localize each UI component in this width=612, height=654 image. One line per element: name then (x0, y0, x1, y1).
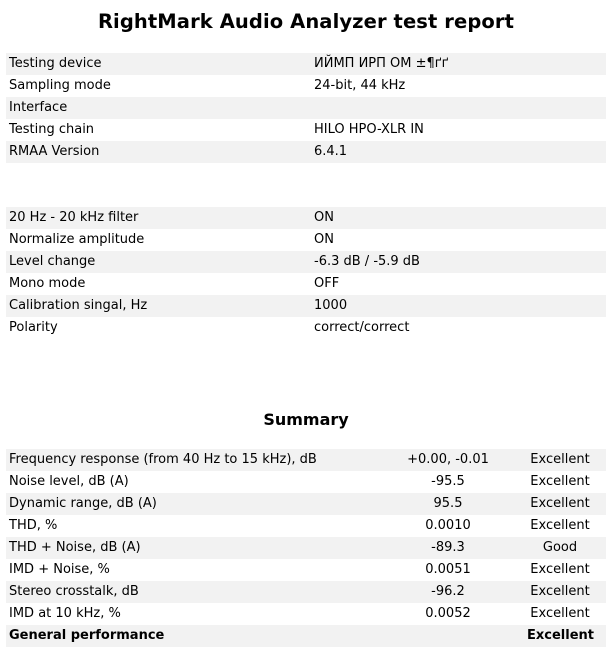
row-value: ИЙМП ИРП ОМ ±¶ґґ (314, 56, 449, 71)
settings-row-normalize (6, 229, 606, 251)
summary-value: -95.5 (431, 474, 465, 489)
summary-row-thd-noise (6, 537, 606, 559)
settings-row-filter (6, 207, 606, 229)
summary-value: 0.0051 (425, 562, 471, 577)
report-title: RightMark Audio Analyzer test report (97, 10, 515, 33)
general-performance-label: General performance (9, 628, 165, 643)
summary-row-noise-level (6, 471, 606, 493)
summary-row-general-performance (6, 625, 606, 647)
summary-rating: Excellent (530, 562, 590, 577)
device-row-sampling-mode (6, 75, 606, 97)
summary-rating: Good (542, 540, 578, 555)
row-value: ON (314, 232, 334, 247)
row-label: Testing device (9, 56, 102, 71)
settings-row-level-change (6, 251, 606, 273)
summary-rating: Excellent (530, 606, 590, 621)
device-row-testing-chain (6, 119, 606, 141)
device-row-interface (6, 97, 606, 119)
summary-value: 0.0010 (425, 518, 471, 533)
summary-value: 95.5 (433, 496, 463, 511)
summary-rating: Excellent (530, 496, 590, 511)
row-value: -6.3 dB / -5.9 dB (314, 254, 420, 269)
summary-row-thd (6, 515, 606, 537)
row-label: Polarity (9, 320, 58, 335)
summary-rating: Excellent (530, 518, 590, 533)
summary-rating: Excellent (530, 474, 590, 489)
summary-label: Frequency response (from 40 Hz to 15 kHz), dB (9, 452, 317, 467)
summary-label: Dynamic range, dB (A) (9, 496, 157, 511)
summary-label: Noise level, dB (A) (9, 474, 129, 489)
device-row-testing-device (6, 53, 606, 75)
settings-row-polarity (6, 317, 606, 339)
device-info-table (6, 53, 606, 163)
summary-value: -96.2 (431, 584, 465, 599)
row-label: Interface (9, 100, 68, 115)
device-row-rmaa-version (6, 141, 606, 163)
row-value: OFF (314, 276, 340, 291)
summary-row-imd-10khz (6, 603, 606, 625)
row-label: Calibration singal, Hz (9, 298, 148, 313)
summary-label: Stereo crosstalk, dB (9, 584, 139, 599)
row-label: Testing chain (9, 122, 95, 137)
summary-row-frequency-response (6, 449, 606, 471)
row-value: 24-bit, 44 kHz (314, 78, 406, 93)
row-value: HILO HPO-XLR IN (314, 122, 424, 137)
row-label: 20 Hz - 20 kHz filter (9, 210, 139, 225)
summary-rating: Excellent (530, 584, 590, 599)
row-label: Mono mode (9, 276, 86, 291)
row-label: Normalize amplitude (9, 232, 145, 247)
settings-row-calibration (6, 295, 606, 317)
row-value: ON (314, 210, 334, 225)
settings-row-mono-mode (6, 273, 606, 295)
settings-table (6, 207, 606, 339)
summary-row-stereo-crosstalk (6, 581, 606, 603)
summary-row-imd-noise (6, 559, 606, 581)
row-label: RMAA Version (9, 144, 100, 159)
summary-label: IMD + Noise, % (9, 562, 110, 577)
row-value: 1000 (314, 298, 348, 313)
summary-row-dynamic-range (6, 493, 606, 515)
row-value: correct/correct (314, 320, 410, 335)
summary-label: IMD at 10 kHz, % (9, 606, 121, 621)
row-label: Level change (9, 254, 96, 269)
row-label: Sampling mode (9, 78, 111, 93)
summary-value: 0.0052 (425, 606, 471, 621)
summary-value: -89.3 (431, 540, 465, 555)
summary-table (6, 449, 606, 647)
summary-heading: Summary (263, 410, 349, 429)
general-performance-rating: Excellent (527, 628, 594, 643)
summary-rating: Excellent (530, 452, 590, 467)
summary-label: THD + Noise, dB (A) (9, 540, 141, 555)
row-value: 6.4.1 (314, 144, 348, 159)
summary-label: THD, % (9, 518, 58, 533)
summary-value: +0.00, -0.01 (407, 452, 489, 467)
